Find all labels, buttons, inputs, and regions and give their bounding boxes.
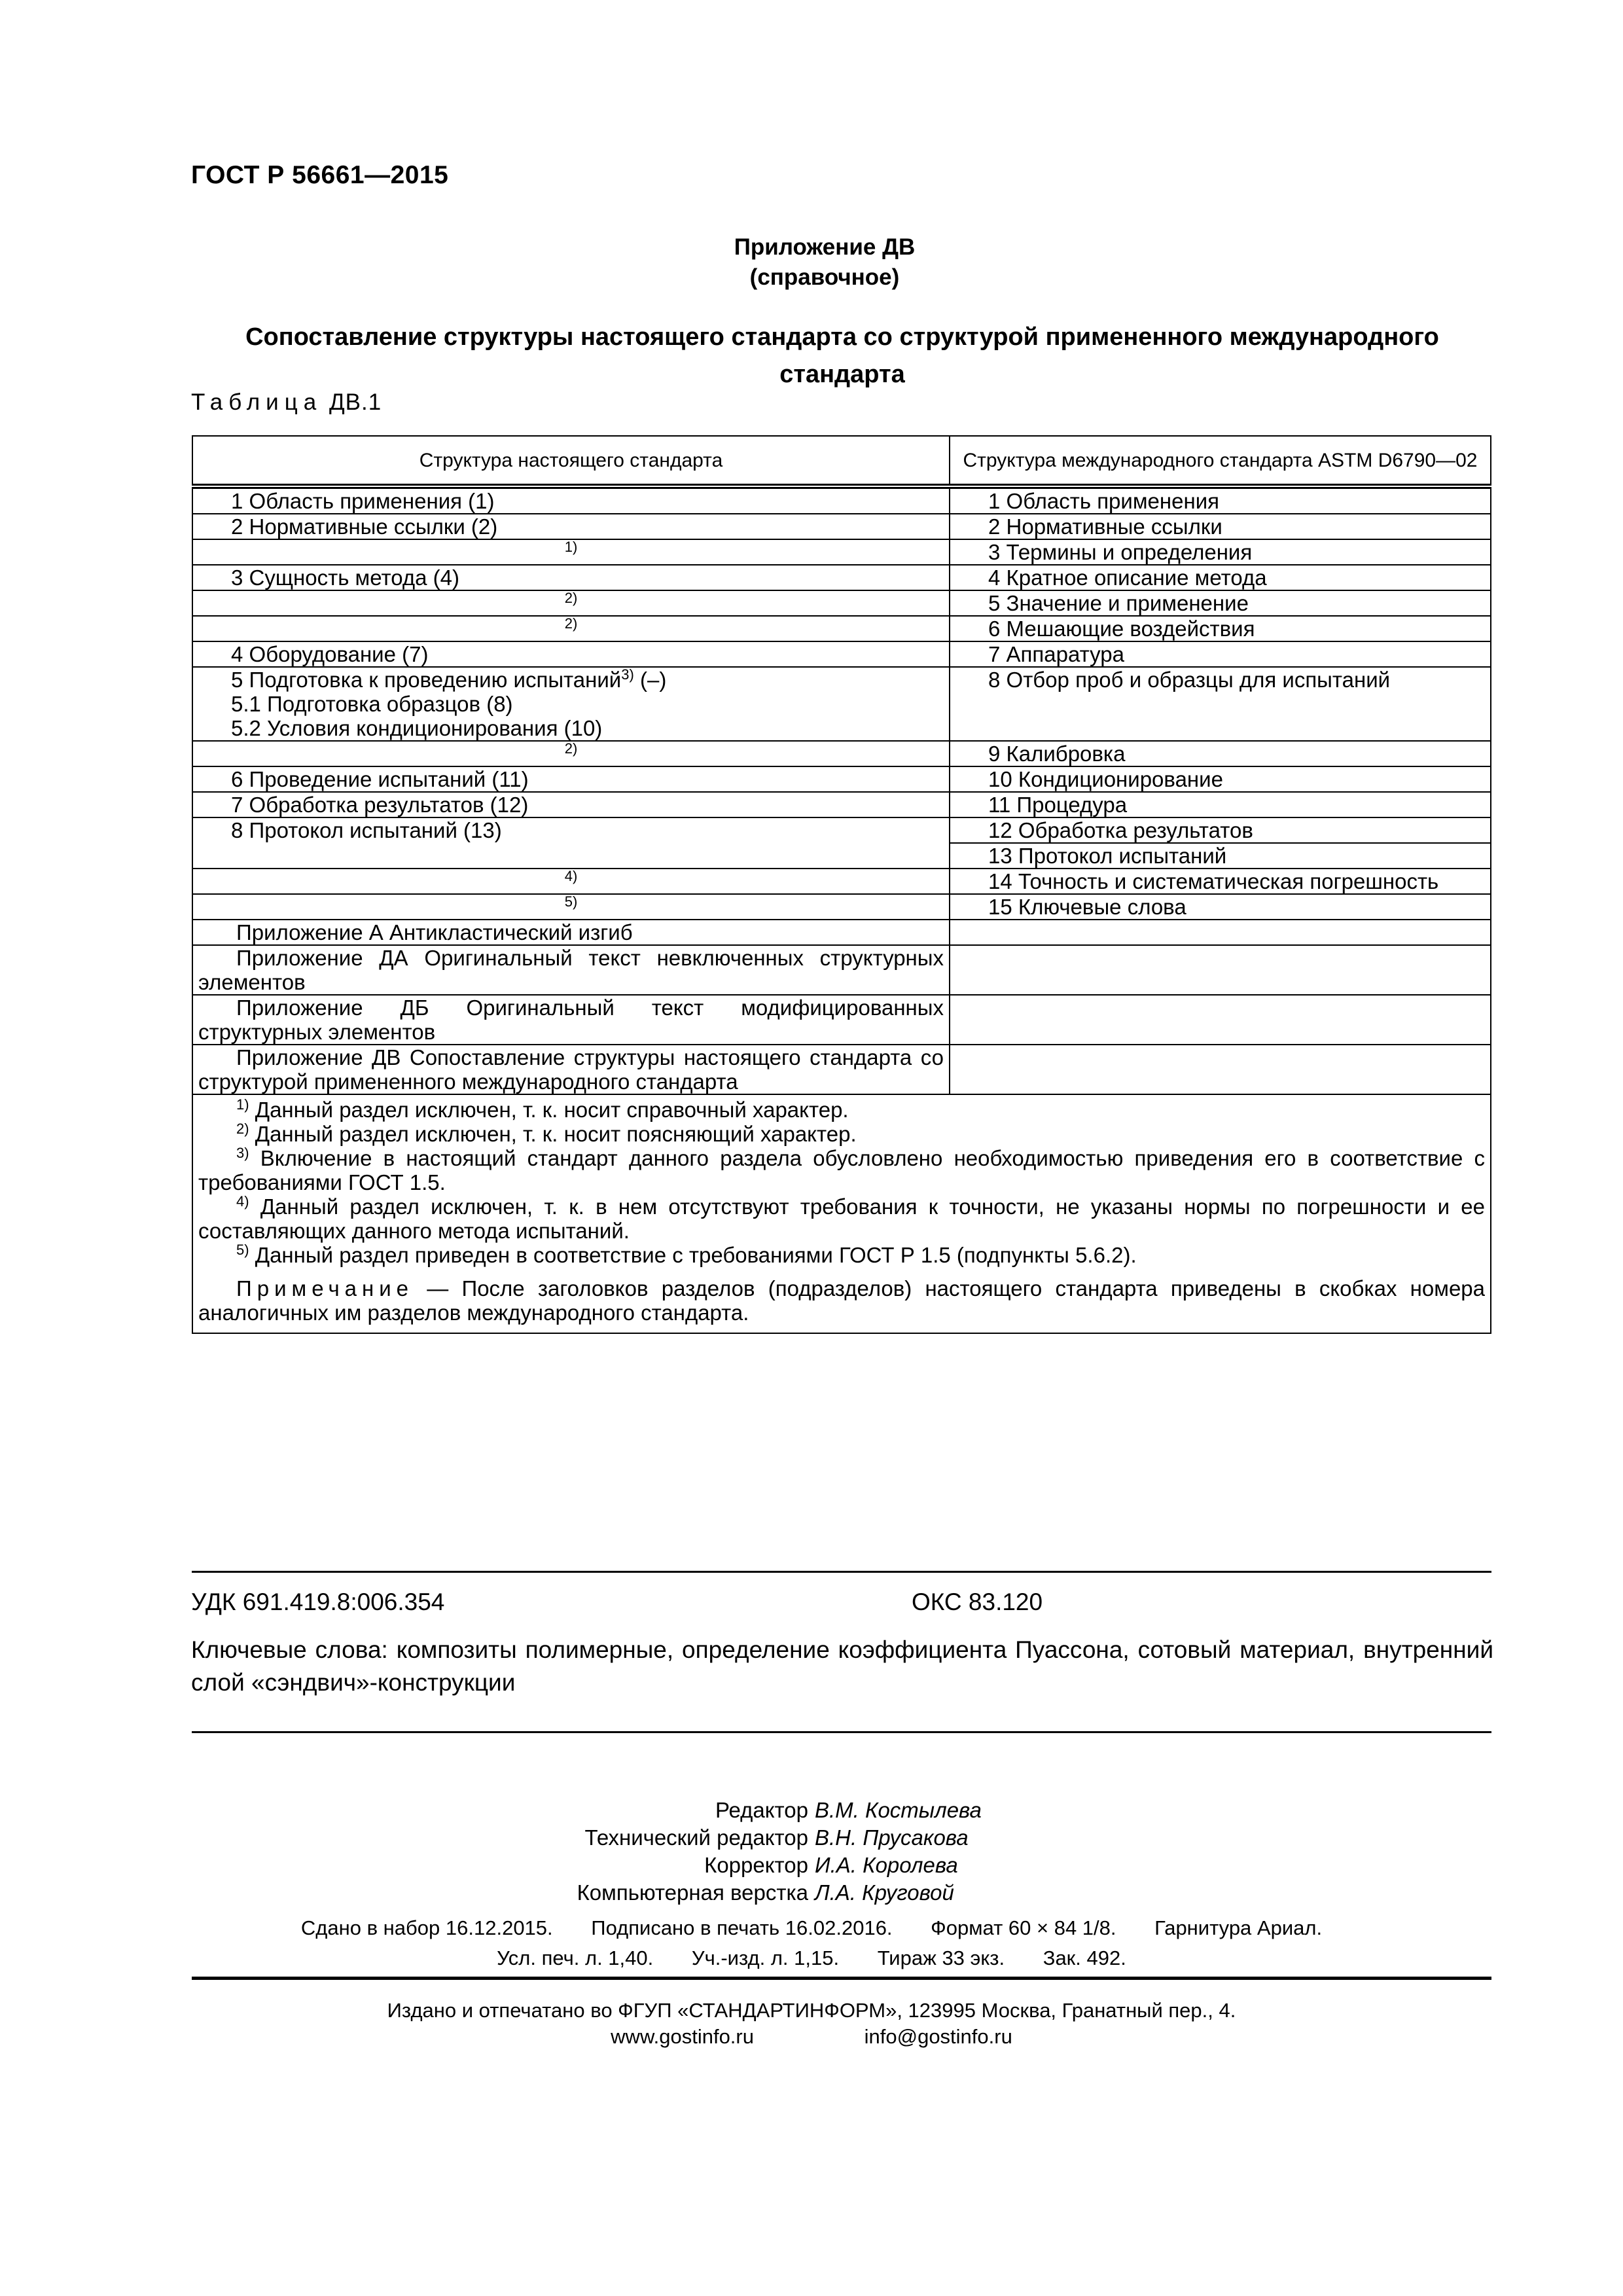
cell-left: Приложение ДВ Сопоставление структуры настоящего стандарта со структурой примененного международного стандарта — [192, 1045, 950, 1094]
table-row — [192, 766, 1491, 792]
cell-left — [192, 869, 950, 894]
cell-left: 3 Сущность метода (4) — [192, 565, 950, 590]
cell-left — [192, 894, 950, 920]
footnote-mark: 5) — [236, 1242, 249, 1258]
credit-row — [0, 1824, 1623, 1852]
cell-right: 6 Мешающие воздействия — [950, 616, 1491, 641]
table-row — [192, 667, 1491, 741]
publisher-contacts — [0, 2024, 1623, 2050]
cell-right: 8 Отбор проб и образцы для испытаний — [950, 667, 1491, 741]
footnote — [198, 1194, 1485, 1243]
print-sheets: Усл. печ. л. 1,40. — [497, 1946, 654, 1969]
credit-row — [0, 1797, 1623, 1824]
keywords: Ключевые слова: композиты полимерные, определение коэффициента Пуассона, сотовый материал, внутренний слой «сэндвич»-конструкции — [191, 1636, 1493, 1696]
footnote-mark: 3) — [236, 1145, 249, 1161]
footnote-ref: 5) — [564, 893, 578, 910]
table-caption-word: Таблица — [191, 389, 323, 415]
cell-line: 5.2 Условия кондиционирования (10) — [231, 716, 603, 740]
footnote-text: Данный раздел исключен, т. к. носит поясняющий характер. — [255, 1122, 857, 1146]
table-row — [192, 616, 1491, 641]
print-info-line-1 — [0, 1916, 1623, 1940]
footnote-text: Данный раздел исключен, т. к. носит справочный характер. — [255, 1098, 849, 1122]
cell-right: 1 Область применения — [950, 486, 1491, 514]
print-order: Зак. 492. — [1043, 1946, 1126, 1969]
cell-left: 4 Оборудование (7) — [192, 641, 950, 667]
publisher-email-link[interactable]: info@gostinfo.ru — [864, 2025, 1012, 2048]
footnote-text: Включение в настоящий стандарт данного раздела обусловлено необходимостью приведения его в соответствие с требованиями ГОСТ 1.5. — [198, 1146, 1485, 1194]
cell-right: 10 Кондиционирование — [950, 766, 1491, 792]
column-header-left: Структура настоящего стандарта — [192, 436, 950, 486]
cell-left: 2 Нормативные ссылки (2) — [192, 514, 950, 539]
cell-right: 2 Нормативные ссылки — [950, 514, 1491, 539]
print-info-line-2 — [0, 1946, 1623, 1970]
divider — [192, 1571, 1491, 1573]
footnote-ref: 3) — [621, 666, 634, 683]
footnote-ref: 2) — [564, 590, 578, 606]
cell-left: Приложение ДА Оригинальный текст невключенных структурных элементов — [192, 945, 950, 995]
cell-right — [950, 995, 1491, 1045]
print-format: Формат 60 × 84 1/8. — [931, 1916, 1116, 1939]
oks-code: ОКС 83.120 — [912, 1588, 1043, 1615]
cell-right: 11 Процедура — [950, 792, 1491, 817]
table-note — [198, 1276, 1485, 1325]
cell-text: 5 Подготовка к проведению испытаний — [231, 668, 622, 692]
print-submitted: Сдано в набор 16.12.2015. — [300, 1916, 553, 1939]
divider — [192, 1731, 1491, 1733]
note-label: Примечание — [236, 1276, 414, 1300]
cell-line: 5.1 Подготовка образцов (8) — [231, 692, 513, 716]
credit-row — [0, 1852, 1623, 1879]
column-header-right: Структура международного стандарта ASTM D6790—02 — [950, 436, 1491, 486]
cell-left: 6 Проведение испытаний (11) — [192, 766, 950, 792]
cell-line — [231, 668, 944, 692]
credits-block — [0, 1797, 1623, 1907]
appendix-title — [0, 232, 1623, 293]
cell-left: 1 Область применения (1) — [192, 486, 950, 514]
publisher-site-link[interactable]: www.gostinfo.ru — [611, 2025, 754, 2048]
publisher-block — [0, 1998, 1623, 2050]
table-row — [192, 995, 1491, 1045]
footnote-mark: 2) — [236, 1121, 249, 1137]
publisher-line: Издано и отпечатано во ФГУП «СТАНДАРТИНФОРМ», 123995 Москва, Гранатный пер., 4. — [387, 1999, 1236, 2022]
appendix-heading: Сопоставление структуры настоящего стандарта со структурой примененного международного стандарта — [245, 323, 1439, 388]
cell-left: 7 Обработка результатов (12) — [192, 792, 950, 817]
cell-right: 7 Аппаратура — [950, 641, 1491, 667]
appendix-kind: (справочное) — [749, 264, 900, 290]
footnote — [198, 1243, 1485, 1267]
document-code: ГОСТ Р 56661—2015 — [191, 161, 449, 189]
cell-right: 14 Точность и систематическая погрешность — [950, 869, 1491, 894]
credit-name: В.Н. Прусакова — [815, 1825, 969, 1850]
footnote-ref: 1) — [564, 539, 578, 555]
table-row — [192, 565, 1491, 590]
footnote — [198, 1098, 1485, 1122]
footnote-mark: 1) — [236, 1096, 249, 1113]
table-footnotes — [192, 1094, 1491, 1333]
table-row — [192, 514, 1491, 539]
table-caption-id: ДВ.1 — [329, 389, 382, 415]
table-footnotes-row — [192, 1094, 1491, 1333]
cell-right: 3 Термины и определения — [950, 539, 1491, 565]
table-row — [192, 641, 1491, 667]
table-row — [192, 590, 1491, 616]
table-row — [192, 741, 1491, 766]
cell-right: 15 Ключевые слова — [950, 894, 1491, 920]
appendix-name: Приложение ДВ — [734, 234, 916, 260]
footnote-ref: 2) — [564, 615, 578, 632]
footnote-text: Данный раздел исключен, т. к. в нем отсутствуют требования к точности, не указаны нормы по погрешности и ее составляющих данного метода испытаний. — [198, 1194, 1486, 1243]
credit-row — [0, 1879, 1623, 1907]
footnote-mark: 4) — [236, 1193, 249, 1210]
cell-right: 13 Протокол испытаний — [950, 843, 1491, 869]
cell-right: 4 Кратное описание метода — [950, 565, 1491, 590]
table-row — [192, 817, 1491, 843]
table-row — [192, 1045, 1491, 1094]
table-row — [192, 894, 1491, 920]
credit-name: В.М. Костылева — [815, 1798, 982, 1822]
udk-code: УДК 691.419.8:006.354 — [191, 1588, 445, 1615]
table-row — [192, 539, 1491, 565]
divider-thick — [192, 1977, 1491, 1980]
credit-name: И.А. Королева — [815, 1853, 958, 1877]
print-signed: Подписано в печать 16.02.2016. — [591, 1916, 893, 1939]
credit-label: Корректор — [704, 1853, 808, 1877]
cell-right: 9 Калибровка — [950, 741, 1491, 766]
table-row — [192, 920, 1491, 945]
footnote — [198, 1146, 1485, 1194]
credit-label: Компьютерная верстка — [577, 1880, 808, 1905]
print-font: Гарнитура Ариал. — [1154, 1916, 1323, 1939]
cell-left — [192, 741, 950, 766]
structure-table — [192, 435, 1491, 1334]
credit-name: Л.А. Круговой — [815, 1880, 954, 1905]
table-caption — [191, 389, 382, 416]
footnote-text: Данный раздел приведен в соответствие с требованиями ГОСТ Р 1.5 (подпункты 5.6.2). — [255, 1243, 1137, 1267]
cell-left — [192, 590, 950, 616]
cell-left — [192, 616, 950, 641]
note-text: — После заголовков разделов (подразделов) настоящего стандарта приведены в скобках номера аналогичных им разделов международного стандарта. — [198, 1276, 1485, 1325]
table-row — [192, 792, 1491, 817]
cell-left: Приложение А Антикластический изгиб — [192, 920, 950, 945]
footnote-ref: 2) — [564, 740, 578, 757]
footnote-ref: 4) — [564, 868, 578, 884]
cell-right: 5 Значение и применение — [950, 590, 1491, 616]
table-row — [192, 486, 1491, 514]
cell-right — [950, 920, 1491, 945]
cell-right: 12 Обработка результатов — [950, 817, 1491, 843]
cell-left: Приложение ДБ Оригинальный текст модифицированных структурных элементов — [192, 995, 950, 1045]
credit-label: Технический редактор — [584, 1825, 808, 1850]
cell-left: 8 Протокол испытаний (13) — [192, 817, 950, 869]
footnote — [198, 1122, 1485, 1146]
cell-left — [192, 539, 950, 565]
cell-text: (–) — [633, 668, 667, 692]
print-pub-sheets: Уч.-изд. л. 1,15. — [691, 1946, 840, 1969]
cell-right — [950, 945, 1491, 995]
table-row — [192, 869, 1491, 894]
cell-right — [950, 1045, 1491, 1094]
table-row — [192, 945, 1491, 995]
credit-label: Редактор — [715, 1798, 808, 1822]
print-run: Тираж 33 экз. — [877, 1946, 1005, 1969]
cell-left — [192, 667, 950, 741]
